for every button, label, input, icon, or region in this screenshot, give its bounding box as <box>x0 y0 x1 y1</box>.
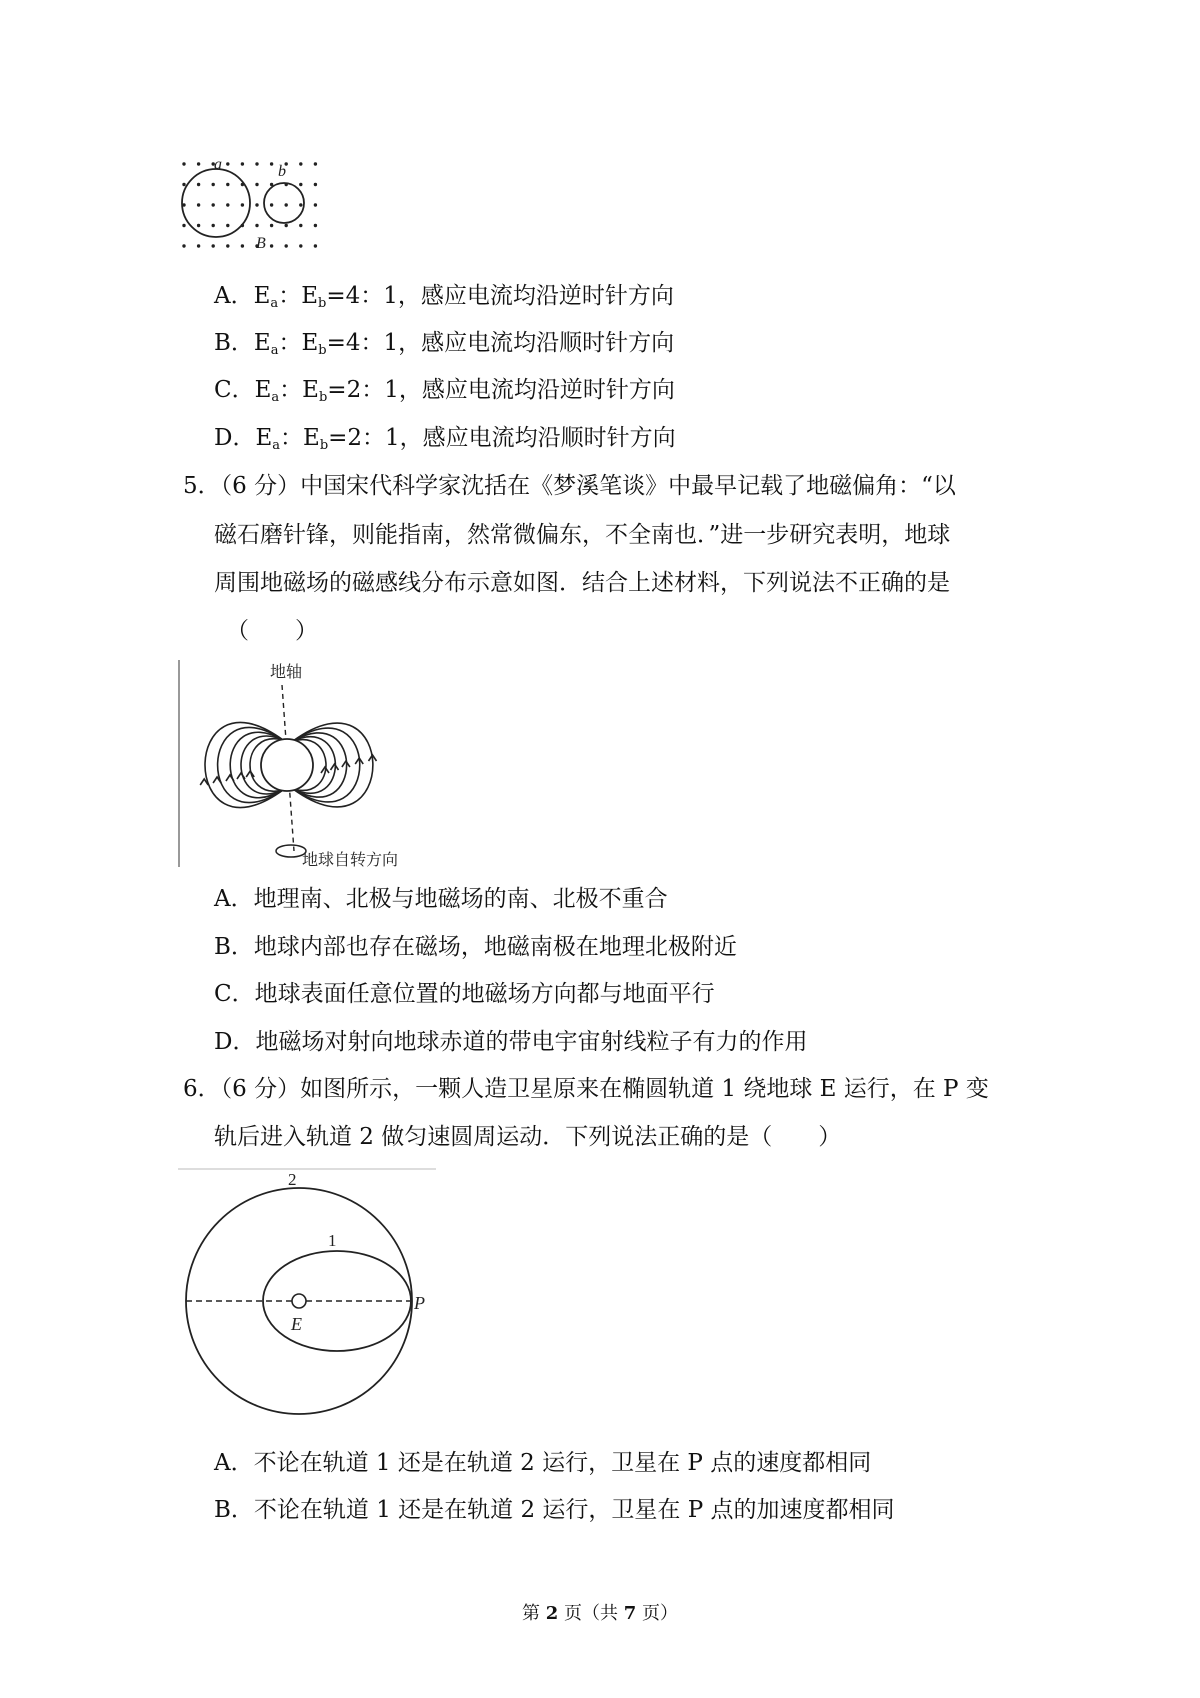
rotation-direction-label: 地球自转方向 <box>302 850 399 869</box>
q5-option-c: C．地球表面任意位置的地磁场方向都与地面平行 <box>214 981 715 1007</box>
field-dot <box>182 224 185 227</box>
q4-option-a: A．$E_a$：$E_b=4$：1，感应电流均沿逆时针方向 <box>214 283 674 311</box>
field-dot <box>255 224 258 227</box>
q6-stem-line-1: 6．（6 分）如图所示，一颗人造卫星原来在椭圆轨道 1 绕地球 E 运行，在 P 变 <box>183 1076 989 1102</box>
field-dot <box>285 244 288 247</box>
field-dot <box>197 203 200 206</box>
field-dot <box>241 244 244 247</box>
q4-figure <box>178 158 328 258</box>
field-dot <box>285 224 288 227</box>
loop-a <box>182 169 250 237</box>
field-dot <box>212 183 215 186</box>
field-dot <box>270 244 273 247</box>
field-dot <box>182 244 185 247</box>
field-B-label: B <box>256 235 266 252</box>
field-dot <box>226 224 229 227</box>
field-dot <box>212 224 215 227</box>
field-dot <box>314 224 317 227</box>
q6-orbit-figure <box>178 1168 438 1418</box>
field-arrow-left <box>246 771 254 777</box>
q6-option-a: A．不论在轨道 1 还是在轨道 2 运行，卫星在 P 点的速度都相同 <box>214 1450 872 1476</box>
field-dot <box>197 244 200 247</box>
q5-stem-line-3: 周围地磁场的磁感线分布示意如图．结合上述材料，下列说法不正确的是 <box>214 570 950 596</box>
field-dot <box>314 244 317 247</box>
q5-option-b: B．地球内部也存在磁场，地磁南极在地理北极附近 <box>214 934 737 960</box>
field-dot <box>197 162 200 165</box>
field-dot <box>226 162 229 165</box>
q4-option-b: B．$E_a$：$E_b=4$：1，感应电流均沿顺时针方向 <box>214 330 675 358</box>
field-dot <box>314 183 317 186</box>
field-dot <box>197 183 200 186</box>
q5-option-a: A．地理南、北极与地磁场的南、北极不重合 <box>214 886 668 912</box>
q5-stem-line-1: 5．（6 分）中国宋代科学家沈括在《梦溪笔谈》中最早记载了地磁偏角：“以 <box>183 473 956 499</box>
page-footer: 第 2 页（共 7 页） <box>522 1603 678 1624</box>
field-dot <box>226 183 229 186</box>
field-dot <box>241 203 244 206</box>
field-dot <box>212 203 215 206</box>
field-dot <box>255 162 258 165</box>
q5-earth-field-figure <box>178 655 448 870</box>
field-dot <box>255 203 258 206</box>
loop-b-label: b <box>278 163 286 180</box>
orbit-1-label: 1 <box>328 1231 337 1250</box>
q5-option-d: D．地磁场对射向地球赤道的带电宇宙射线粒子有力的作用 <box>214 1029 808 1055</box>
field-dot <box>182 183 185 186</box>
field-dot <box>299 244 302 247</box>
q4-option-c: C．$E_a$：$E_b=2$：1，感应电流均沿逆时针方向 <box>214 377 675 405</box>
q5-stem-line-2: 磁石磨针锋，则能指南，然常微偏东，不全南也．”进一步研究表明，地球 <box>214 522 951 548</box>
field-dot <box>255 183 258 186</box>
field-dot <box>314 203 317 206</box>
q4-option-d: D．$E_a$：$E_b=2$：1，感应电流均沿顺时针方向 <box>214 425 676 453</box>
field-dot <box>299 203 302 206</box>
point-P-label: P <box>414 1293 425 1313</box>
field-dot <box>212 244 215 247</box>
current-page: 2 <box>545 1603 559 1624</box>
loop-b <box>264 183 304 223</box>
field-dot <box>270 224 273 227</box>
field-dot <box>226 203 229 206</box>
field-arrow-left <box>237 773 245 779</box>
earth-circle <box>261 739 313 791</box>
field-dot <box>197 224 200 227</box>
total-pages: 7 <box>623 1603 637 1624</box>
field-dot <box>314 162 317 165</box>
q5-answer-blank: （ ） <box>226 618 318 644</box>
field-dot <box>299 224 302 227</box>
earth-E-label: E <box>291 1314 302 1334</box>
earth-axis-label: 地轴 <box>270 662 303 681</box>
field-dot <box>270 203 273 206</box>
field-dot <box>241 162 244 165</box>
q6-option-b: B．不论在轨道 1 还是在轨道 2 运行，卫星在 P 点的加速度都相同 <box>214 1497 895 1523</box>
field-dot <box>285 203 288 206</box>
field-dot <box>226 244 229 247</box>
field-dot <box>299 162 302 165</box>
loop-a-label: a <box>214 158 222 173</box>
field-dot <box>299 183 302 186</box>
field-dot <box>182 162 185 165</box>
field-arrow-left <box>226 775 234 781</box>
earth-E-circle <box>292 1294 306 1308</box>
field-dot <box>270 162 273 165</box>
orbit-2-label: 2 <box>288 1170 297 1189</box>
q6-stem-line-2: 轨后进入轨道 2 做匀速圆周运动．下列说法正确的是（ ） <box>214 1124 842 1150</box>
